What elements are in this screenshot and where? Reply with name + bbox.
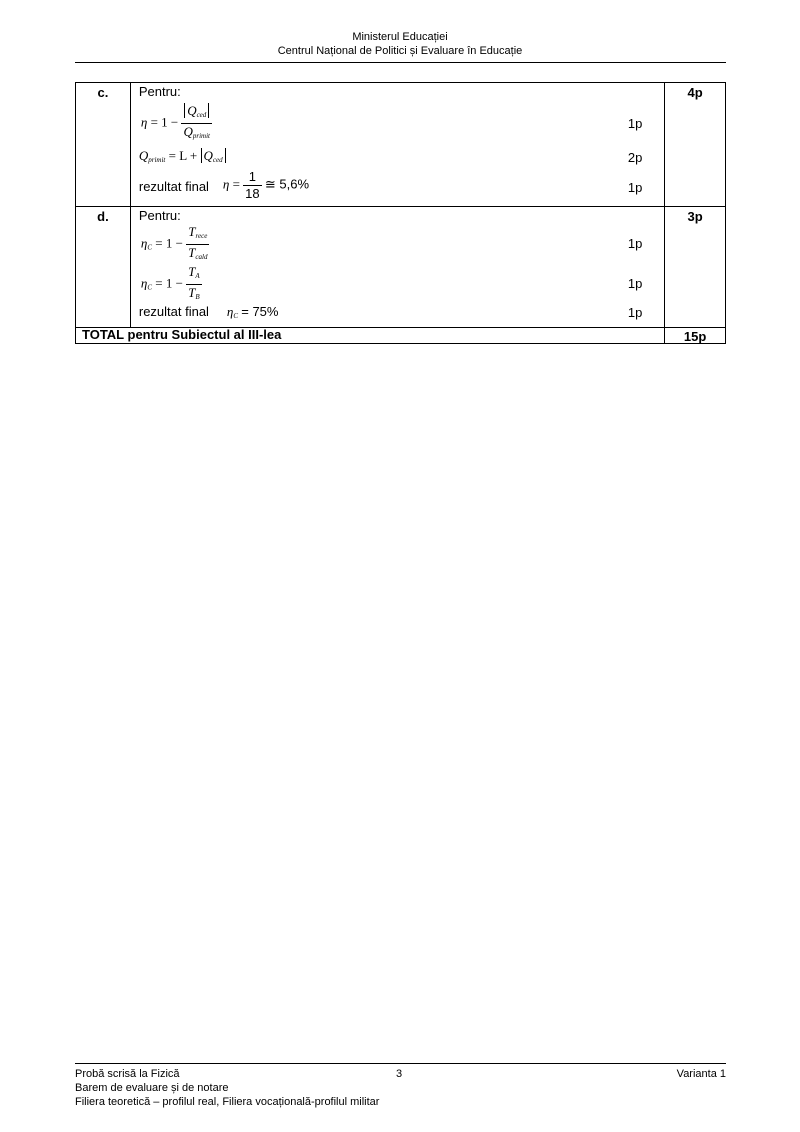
points-c-1: 1p bbox=[627, 116, 643, 131]
variant-label: Varianta 1 bbox=[676, 1068, 726, 1080]
points-c-3: 1p bbox=[627, 180, 643, 195]
formula-c-heat-received: $Q_{primit} = L + Q_{ced}$ bbox=[139, 148, 226, 164]
header-ministry: Ministerul Educației bbox=[352, 31, 448, 43]
points-d-3: 1p bbox=[627, 305, 643, 320]
points-d-2: 1p bbox=[627, 276, 643, 291]
page-number: 3 bbox=[396, 1068, 403, 1080]
table-row-c bbox=[76, 83, 726, 207]
table-row-total bbox=[76, 328, 726, 344]
row-body-c bbox=[130, 83, 664, 207]
formula-d-carnot-2: $\eta_C = 1$ − $\frac{T_A}{T_B}$ bbox=[140, 264, 200, 301]
formula-d-carnot-1: $\eta_C = 1$ − $\frac{T_{rece}}{T_{cald}}$ bbox=[140, 224, 208, 261]
scoring-table bbox=[75, 82, 726, 344]
table-row-d bbox=[76, 207, 726, 328]
footer-exam: Probă scrisă la Fizică bbox=[75, 1068, 180, 1080]
total-value: 15p bbox=[665, 328, 726, 344]
formula-d-result: $\eta_C = 75\%$ bbox=[226, 304, 279, 320]
points-d-1: 1p bbox=[627, 236, 643, 251]
row-body-d bbox=[130, 207, 664, 328]
row-total-c: 4p bbox=[665, 83, 726, 207]
result-label-c: rezultat final bbox=[138, 179, 209, 194]
page-header bbox=[0, 30, 800, 58]
page-footer bbox=[75, 1067, 726, 1109]
footer-stream: Filiera teoretică – profilul real, Filiera vocațională-profilul militar bbox=[75, 1096, 380, 1108]
row-total-d: 3p bbox=[665, 207, 726, 328]
footer-divider bbox=[75, 1063, 726, 1064]
pentru-label-c: Pentru: bbox=[138, 84, 181, 99]
formula-c-efficiency: η = 1 − $\frac{Q_{ced}}{Q_{primit}}$ bbox=[140, 103, 210, 140]
row-label-c: c. bbox=[76, 83, 131, 207]
row-label-d: d. bbox=[76, 207, 131, 328]
footer-barem: Barem de evaluare și de notare bbox=[75, 1082, 229, 1094]
pentru-label-d: Pentru: bbox=[138, 208, 181, 223]
header-center: Centrul Național de Politici și Evaluare în Educație bbox=[277, 45, 523, 57]
header-divider bbox=[75, 62, 726, 63]
result-label-d: rezultat final bbox=[138, 304, 209, 319]
total-label: TOTAL pentru Subiectul al III-lea bbox=[76, 328, 665, 344]
points-c-2: 2p bbox=[627, 150, 643, 165]
formula-c-result: η = $\frac{1}{18}$ ≅ 5,6% bbox=[222, 169, 310, 201]
